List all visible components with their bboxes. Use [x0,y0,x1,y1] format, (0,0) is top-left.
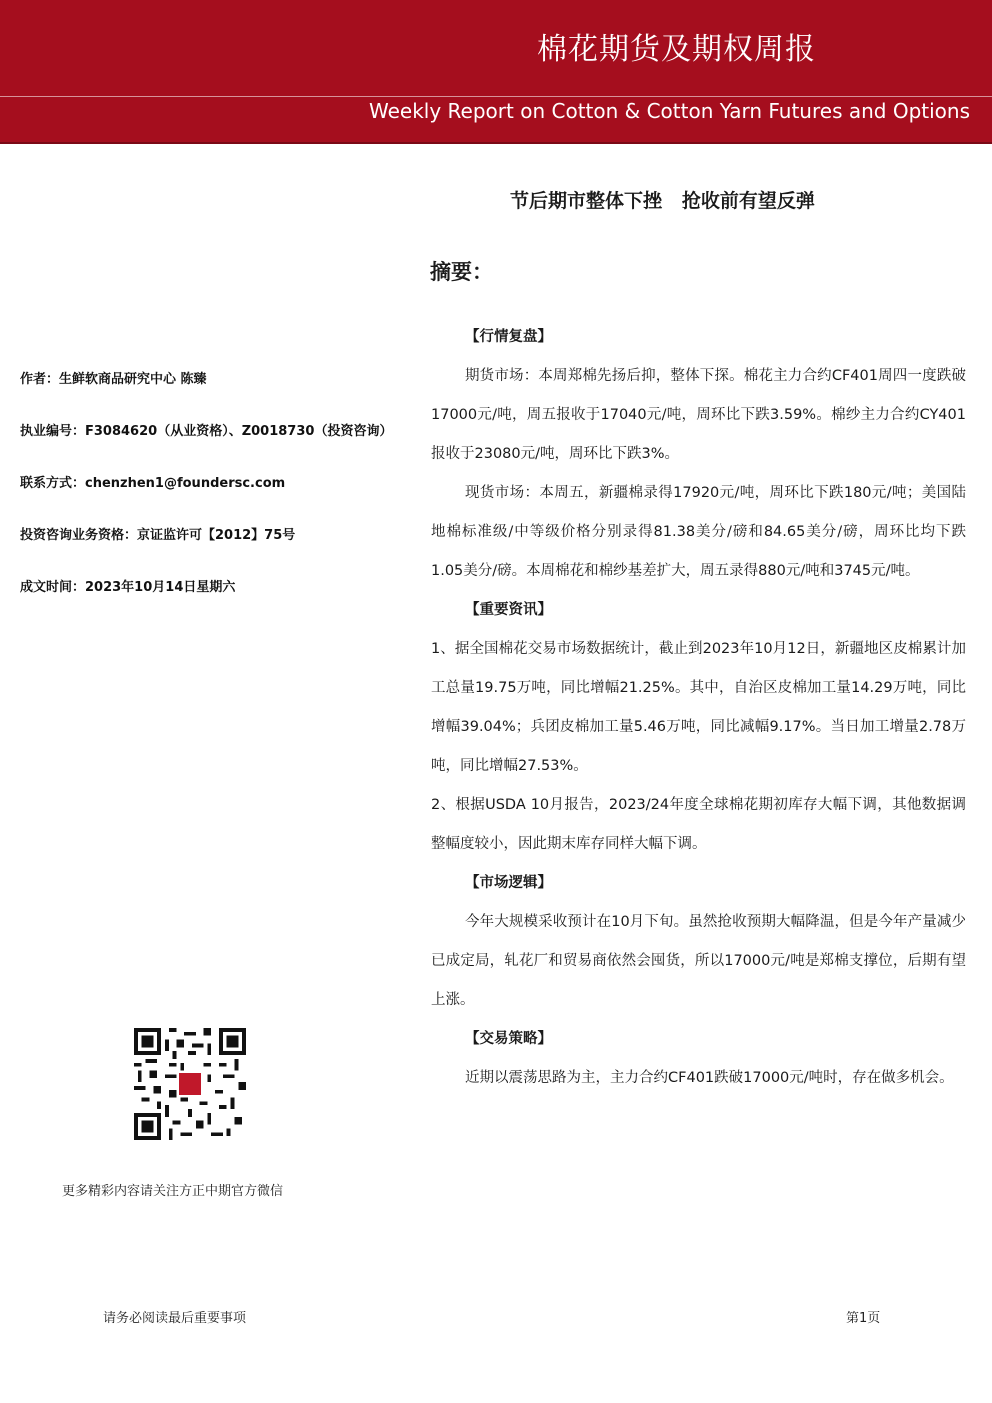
trading-strategy-paragraph: 近期以震荡思路为主，主力合约CF401跌破17000元/吨时，存在做多机会。 [465,1070,954,1086]
report-title-en: Weekly Report on Cotton & Cotton Yarn Futures and Options [369,99,970,123]
section-heading-logic: 【市场逻辑】 [465,875,552,891]
summary-content [431,318,966,1098]
summary-label: 摘要： [430,260,493,284]
market-logic-paragraph: 今年大规模采收预计在10月下旬。虽然抢收预期大幅降温，但是今年产量减少已成定局，轧花厂和贸易商依然会囤货，所以17000元/吨是郑棉支撑位，后期有望上涨。 [431,914,966,1008]
date-line: 成文时间：2023年10月14日星期六 [20,580,236,595]
header-banner [0,0,992,144]
qualification-line: 投资咨询业务资格：京证监许可【2012】75号 [20,528,296,543]
section-heading-market-review: 【行情复盘】 [465,329,552,345]
license-line: 执业编号：F3084620（从业资格）、Z0018730（投资咨询） [20,424,393,439]
spot-market-paragraph: 现货市场：本周五，新疆棉录得17920元/吨，周环比下跌180元/吨；美国陆地棉标准级/中等级价格分别录得81.38美分/磅和84.65美分/磅，周环比均下跌1.05美分/磅。本周棉花和棉纱基差扩大，周五录得880元/吨和3745元/吨。 [431,485,966,579]
section-heading-news: 【重要资讯】 [465,602,552,618]
page-number: 第1页 [846,1311,881,1326]
qr-caption: 更多精彩内容请关注方正中期官方微信 [62,1184,284,1199]
banner-divider [0,96,992,97]
qr-code-icon [134,1028,246,1140]
section-heading-strategy: 【交易策略】 [465,1031,552,1047]
report-title-cn: 棉花期货及期权周报 [537,32,816,67]
news-item-2: 2、根据USDA 10月报告，2023/24年度全球棉花期初库存大幅下调，其他数据调整幅度较小，因此期末库存同样大幅下调。 [431,797,966,852]
news-item-1: 1、据全国棉花交易市场数据统计，截止到2023年10月12日，新疆地区皮棉累计加工总量19.75万吨，同比增幅21.25%。其中，自治区皮棉加工量14.29万吨，同比增幅39.04%；兵团皮棉加工量5.46万吨，同比减幅9.17%。当日加工增量2.78万吨，同比增幅27.53%。 [431,641,966,774]
contact-line: 联系方式：chenzhen1@foundersc.com [20,476,286,491]
futures-market-paragraph: 期货市场：本周郑棉先扬后抑，整体下探。棉花主力合约CF401周四一度跌破17000元/吨，周五报收于17040元/吨，周环比下跌3.59%。棉纱主力合约CY401报收于23080元/吨，周环比下跌3%。 [431,368,966,462]
headline: 节后期市整体下挫 抢收前有望反弹 [510,190,815,212]
author-line: 作者：生鲜软商品研究中心 陈臻 [20,372,207,387]
footer-notice: 请务必阅读最后重要事项 [103,1311,247,1326]
